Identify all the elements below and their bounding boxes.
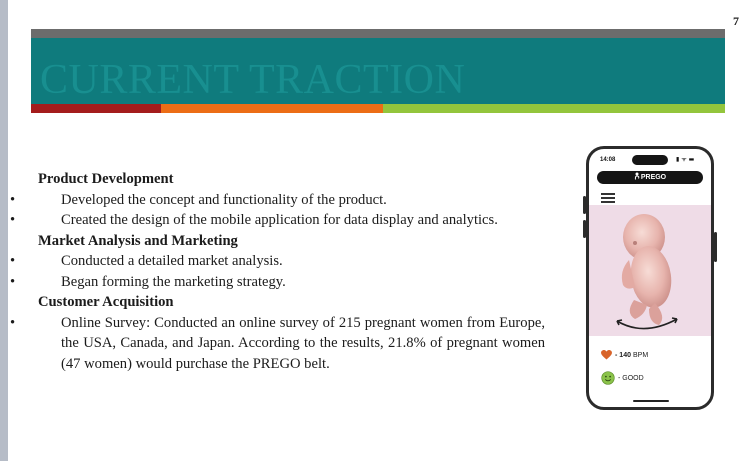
accent-stripe-red [31,104,161,113]
phone-mockup [586,146,714,410]
accent-stripe-green [383,104,725,113]
phone-dynamic-island [632,155,668,165]
title-band [31,29,725,104]
heart-rate-value: - 140 [615,351,631,359]
fetus-illustration-panel [589,205,711,336]
bullet-item [10,251,545,272]
bullet-mark: • [10,191,16,208]
bullet-item [10,210,545,231]
bullet-item [10,272,545,293]
smiley-face-icon [601,371,615,385]
mood-label: - GOOD [618,374,644,382]
bullet-text: Created the design of the mobile application for data display and analytics. [61,212,498,228]
section-heading: Customer Acquisition [38,294,174,310]
bullet-text: Conducted a detailed market analysis. [61,253,283,269]
page-number: 7 [733,14,739,28]
bullet-item [10,313,545,375]
accent-stripe-orange [161,104,383,113]
left-rail [0,0,8,461]
heart-rate-unit: BPM [632,351,649,359]
bullet-mark: • [10,273,16,290]
bullet-text: Began forming the marketing strategy. [61,273,286,290]
section-heading: Market Analysis and Marketing [38,232,238,249]
phone-home-indicator [633,400,669,402]
phone-status-time: 14:08 [600,157,616,163]
bullet-text: Developed the concept and functionality of the product. [61,191,387,208]
prego-logo-icon [634,172,640,180]
hamburger-menu-icon[interactable] [601,193,615,205]
section-heading: Product Development [38,171,174,187]
title-topline [31,29,725,38]
heart-icon [601,350,612,360]
bullet-mark: • [10,212,16,228]
heart-rate-readout [601,350,648,360]
phone-power-button [714,232,717,262]
bullet-mark: • [10,253,16,269]
bullet-item [10,190,545,211]
traction-content [10,169,545,374]
phone-status-icons: ▮ ᯤ ▬ [676,156,695,163]
bullet-mark: • [10,314,16,331]
app-title-bar [597,171,703,184]
slide-title: CURRENT TRACTION [40,57,466,103]
fetus-illustration [589,205,711,336]
mood-readout [601,371,644,385]
app-name: PREGO [640,174,667,181]
bullet-text: Online Survey: Conducted an online survey of 215 pregnant women from Europe, the USA, Canada, and Japan. According to the results, 21.8% of pregnant women (47 women) would purchase the PREGO belt. [61,314,545,372]
